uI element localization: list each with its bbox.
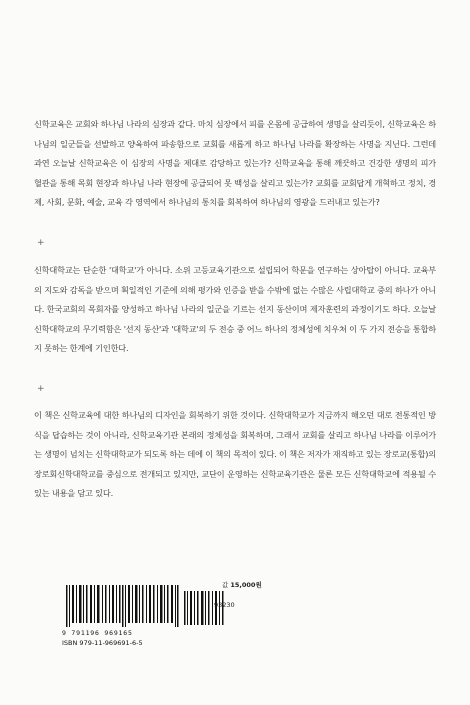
cover-paragraph-1: 신학교육은 교회와 하나님 나라의 심장과 같다. 마치 심장에서 피를 온몸에 공급하여 생명을 살리듯이, 신학교육은 하나님의 일군들을 선발하고 양육하여 파송함으로 교회를 새롭게 하고 하나님 나라를 확장하는 사명을 지닌다. 그런데 과연 오늘날 신학교육은 이 심장의 사명을 제대로 감당하고 있는가? 신학교육을 통해 깨끗하고 건강한 생명의 피가 혈관을 통해 목회 현장과 하나님 나라 현장에 공급되어 못 백성을 살리고 있는가? 교회를 교회답게 개혁하고 정치, 경제, 사회, 문화, 예술, 교육 각 영역에서 하나님의 통치를 회복하여 하나님의 영광을 드러내고 있는가?	[34, 119, 436, 207]
section-separator-2: +	[37, 384, 45, 394]
cover-paragraph-2: 신학대학교는 단순한 '대학교'가 아니다. 소위 고등교육기관으로 설립되어 학문을 연구하는 상아탑이 아니다. 교육부의 지도와 감독을 받으며 획일적인 기준에 의해 평가와 인증을 받을 수밖에 없는 수많은 사립대학교 중의 하나가 아니다. 한국교회의 목회자를 양성하고 하나님 나라의 일군을 기르는 선지 동산이며 제자훈련의 과정이기도 하다. 오늘날 신학대학교의 무기력함은 '선지 동산'과 '대학교'의 두 전승 중 어느 하나의 정체성에 치우쳐 이 두 가지 전승을 통합하지 못하는 한계에 기인한다.	[34, 265, 436, 353]
cover-paragraph-3: 이 책은 신학교육에 대한 하나님의 디자인을 회복하기 위한 것이다. 신학대학교가 지금까지 해오던 대로 전통적인 방식을 답습하는 것이 아니라, 신학교육기관 본래의 정체성을 회복하며, 그래서 교회를 살리고 하나님 나라를 이루어가는 생명이 넘치는 신학대학교가 되도록 하는 데에 이 책의 목적이 있다. 이 책은 저자가 재직하고 있는 장로교(통합)의 장로회신학대학교를 중심으로 전개되고 있지만, 교단이 운영하는 신학교육기관은 물론 모든 신학대학교에 적용될 수 있는 내용을 담고 있다.	[34, 410, 436, 498]
price-label: 값	[222, 581, 229, 589]
barcode-digits: 9 791196 969165	[62, 629, 133, 637]
section-separator-1: +	[37, 238, 45, 248]
isbn-number: ISBN 979-11-969691-6-5	[62, 639, 143, 647]
price-value: 15,000원	[230, 581, 262, 589]
barcode-addon-code: 93230	[214, 601, 235, 609]
